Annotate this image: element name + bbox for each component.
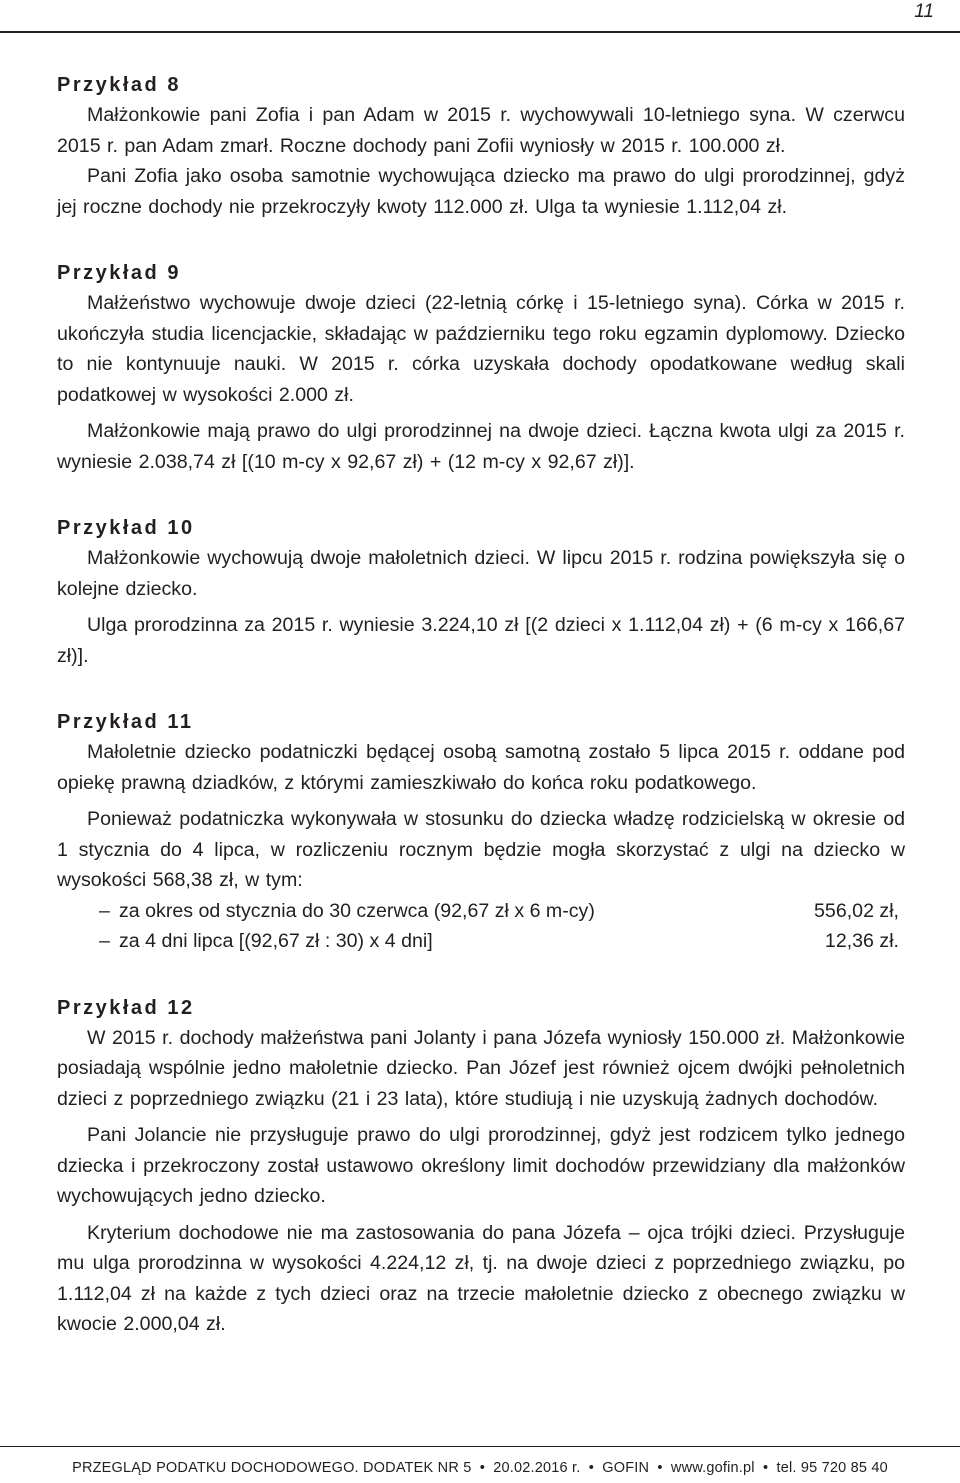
bullet-icon: • [479, 1460, 485, 1476]
bullet-icon: • [657, 1460, 663, 1476]
list-item-amount: 12,36 zł. [824, 930, 899, 952]
footer-publication: PRZEGLĄD PODATKU DOCHODOWEGO. DODATEK NR 5 [72, 1460, 472, 1476]
example-heading: Przykład 11 [57, 711, 194, 733]
example-heading: Przykład 9 [57, 262, 181, 284]
list-item [57, 926, 905, 957]
paragraph: Małżonkowie wychowują dwoje małoletnich dzieci. W lipcu 2015 r. rodzina powiększyła się o kolejne dziecko. [57, 547, 905, 600]
bullet-icon: • [762, 1460, 769, 1476]
paragraph: Małżonkowie mają prawo do ulgi prorodzinnej na dwoje dzieci. Łączna kwota ulgi za 2015 r. wyniesie 2.038,74 zł [(10 m-cy x 92,67 zł) + (12 m-cy x 92,67 zł)]. [57, 420, 905, 473]
example-8 [57, 70, 905, 222]
list-item-text: za 4 dni lipca [(92,67 zł : 30) x 4 dni] [119, 930, 433, 952]
footer-publisher: GOFIN [602, 1460, 650, 1476]
main-content [57, 70, 905, 1376]
list-dash: – [99, 930, 110, 952]
footer-date: 20.02.2016 r. [493, 1460, 581, 1476]
bullet-icon: • [588, 1460, 595, 1476]
paragraph: Pani Zofia jako osoba samotnie wychowująca dziecko ma prawo do ulgi prorodzinnej, gdyż jej roczne dochody nie przekroczyły kwoty 112.000 zł. Ulga ta wyniesie 1.112,04 zł. [57, 165, 905, 218]
top-rule [0, 31, 960, 33]
paragraph: W 2015 r. dochody małżeństwa pani Jolanty i pana Józefa wyniosły 150.000 zł. Małżonkowie posiadają wspólnie jedno małoletnie dziecko. Pan Józef jest również ojcem dwójki pełnoletnich dzieci z poprzedniego związku (21 i 23 lata), które studiują i nie uzyskują żadnych dochodów. [57, 1026, 905, 1110]
example-10 [57, 513, 905, 671]
list-item-text: za okres od stycznia do 30 czerwca (92,67 zł x 6 m-cy) [119, 899, 595, 922]
example-heading: Przykład 12 [57, 996, 195, 1019]
list-item [57, 896, 905, 927]
paragraph: Kryterium dochodowe nie ma zastosowania do pana Józefa – ojca trójki dzieci. Przysługuje mu ulga prorodzinna w wysokości 4.224,12 zł, tj. na dwoje dzieci z poprzedniego związku, po 1.112,04 zł na każde z tych dzieci oraz na trzecie małoletnie dziecko z obecnego związku w kwocie 2.000,04 zł. [57, 1221, 905, 1335]
example-11 [57, 707, 905, 957]
paragraph: Ulga prorodzinna za 2015 r. wyniesie 3.224,10 zł [(2 dzieci x 1.112,04 zł) + (6 m-cy x 166,67 zł)]. [57, 614, 905, 667]
example-heading: Przykład 10 [57, 517, 195, 539]
example-12 [57, 993, 905, 1340]
paragraph: Małżonkowie pani Zofia i pan Adam w 2015 r. wychowywali 10-letniego syna. W czerwcu 2015 r. pan Adam zmarł. Roczne dochody pani Zofii wyniosły w 2015 r. 100.000 zł. [57, 104, 905, 157]
example-heading: Przykład 8 [57, 74, 181, 96]
list-item-amount: 556,02 zł, [814, 899, 899, 922]
paragraph: Małżeństwo wychowuje dwoje dzieci (22-letnią córkę i 15-letniego syna). Córka w 2015 r. ukończyła studia licencjackie, składając w październiku tego roku egzamin dyplomowy. Dziecko to nie kontynuuje nauki. W 2015 r. córka uzyskała dochody opodatkowane według skali podatkowej w wysokości 2.000 zł. [57, 292, 905, 406]
footer-phone: tel. 95 720 85 40 [776, 1460, 888, 1476]
paragraph: Małoletnie dziecko podatniczki będącej osobą samotną zostało 5 lipca 2015 r. oddane pod opiekę prawną dziadków, z którymi zamieszkiwało do końca roku podatkowego. [57, 741, 905, 794]
example-9 [57, 258, 905, 477]
paragraph: Pani Jolancie nie przysługuje prawo do ulgi prorodzinnej, gdyż jest rodzicem tylko jednego dziecka i przekroczony został ustawowo określony limit dochodów przewidziany dla małżonków wychowujących jedno dziecko. [57, 1124, 905, 1207]
footer-website[interactable]: www.gofin.pl [670, 1460, 755, 1476]
page-number: 11 [914, 1, 934, 22]
paragraph: Ponieważ podatniczka wykonywała w stosunku do dziecka władzę rodzicielską w okresie od 1 stycznia do 4 lipca, w rozliczeniu rocznym będzie mogła skorzystać z ulgi na dziecko w wysokości 568,38 zł, w tym: [57, 808, 905, 891]
footer-rule [0, 1446, 960, 1447]
list-dash: – [99, 899, 110, 922]
page-footer [0, 1458, 960, 1478]
